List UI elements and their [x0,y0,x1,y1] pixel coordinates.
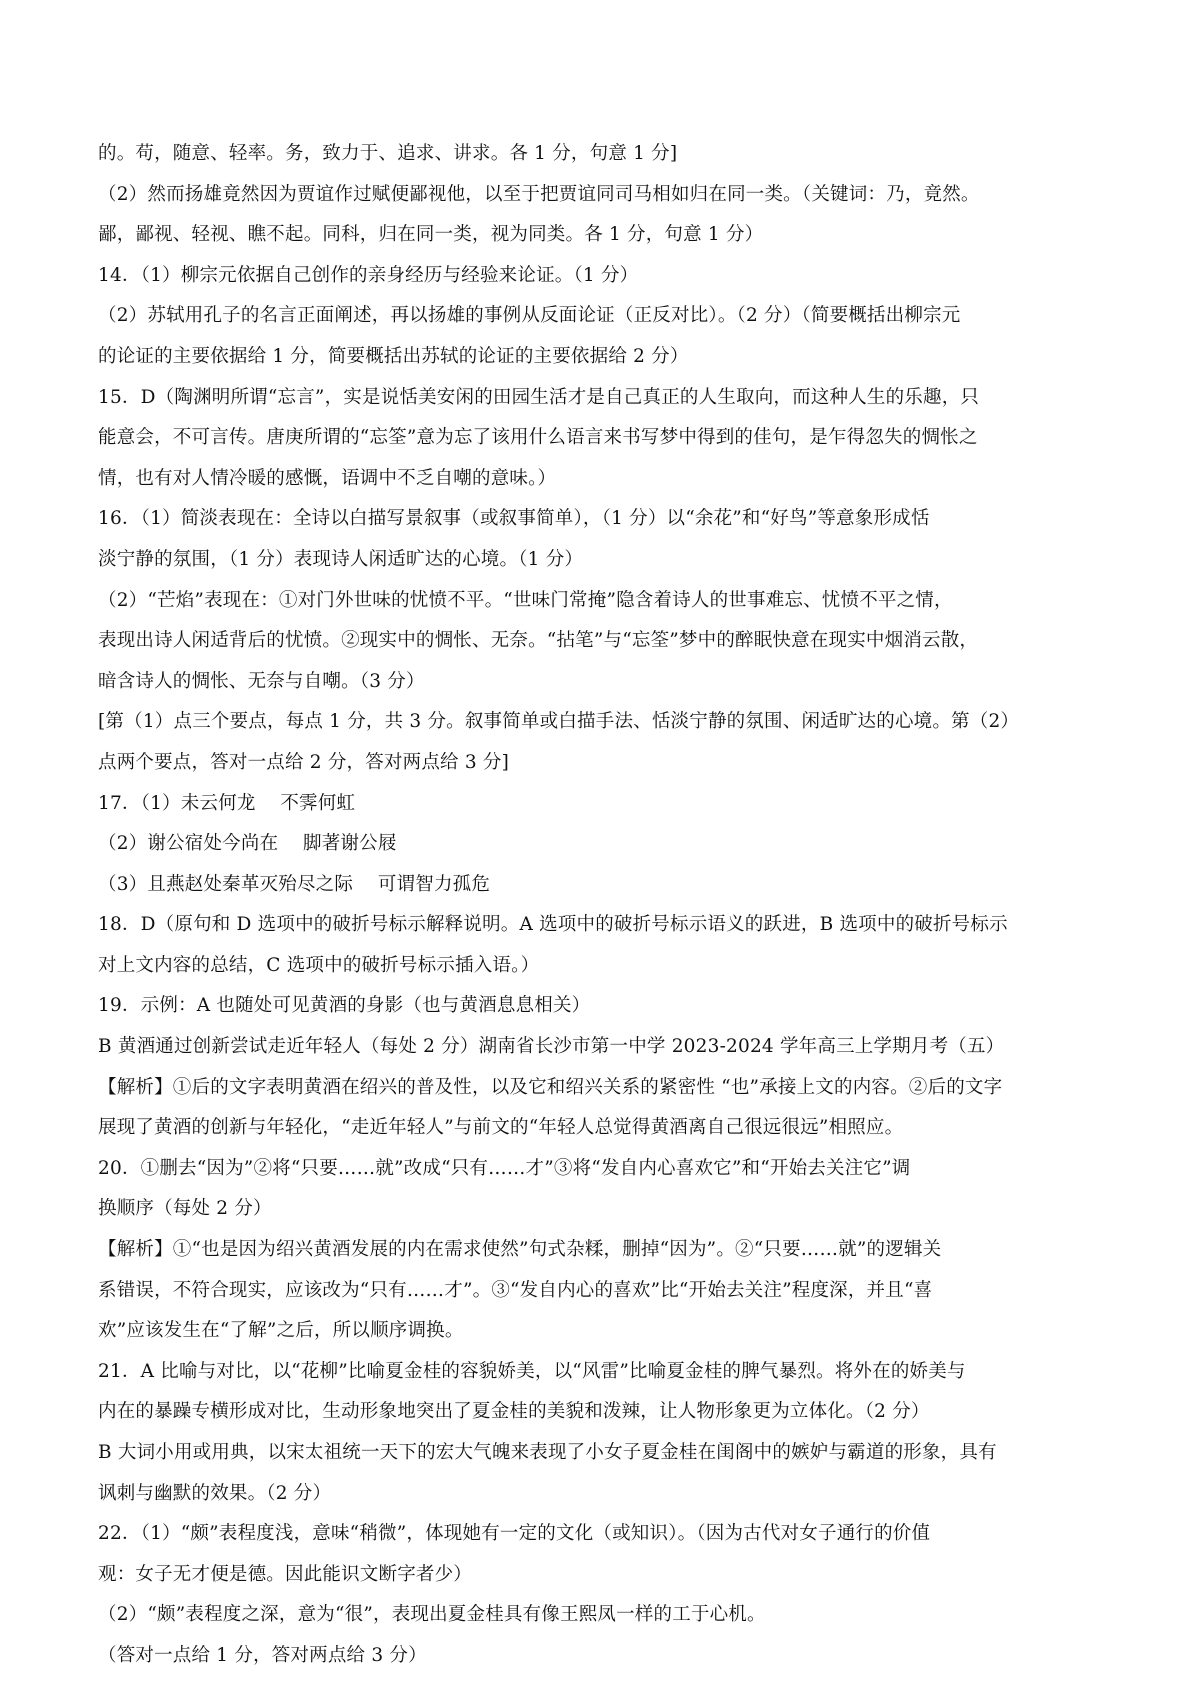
text-line: 19．示例：A 也随处可见黄酒的身影（也与黄酒息息相关） [98,995,591,1017]
text-line: （2）然而扬雄竟然因为贾谊作过赋便鄙视他，以至于把贾谊同司马相如归在同一类。（关键词：乃，竟然。 [98,183,980,205]
text-line: （答对一点给 1 分，答对两点给 3 分） [98,1644,427,1666]
text-line: 表现出诗人闲适背后的忧愤。②现实中的惆怅、无奈。“拈笔”与“忘筌”梦中的醉眠快意在现实中烟消云散， [98,630,979,652]
text-line: （2）谢公宿处今尚在 脚著谢公屐 [98,833,397,855]
text-line: 15．D（陶渊明所谓“忘言”，实是说恬美安闲的田园生活才是自己真正的人生取向，而这种人生的乐趣，只 [98,386,980,408]
text-line: 观：女子无才便是德。因此能识文断字者少） [98,1563,473,1585]
text-line: 鄙，鄙视、轻视、瞧不起。同科，归在同一类，视为同类。各 1 分，句意 1 分） [98,224,764,246]
text-line: 【解析】①“也是因为绍兴黄酒发展的内在需求使然”句式杂糅，删掉“因为”。②“只要……就”的逻辑关 [98,1239,942,1261]
text-line: （2）苏轼用孔子的名言正面阐述，再以扬雄的事例从反面论证（正反对比）。（2 分）（简要概括出柳宗元 [98,305,961,327]
text-line: 的。苟，随意、轻率。务，致力于、追求、讲求。各 1 分，句意 1 分] [98,143,678,164]
text-line: 的论证的主要依据给 1 分，简要概括出苏轼的论证的主要依据给 2 分） [98,345,689,367]
text-line: 21．A 比喻与对比，以“花柳”比喻夏金桂的容貌娇美，以“风雷”比喻夏金桂的脾气暴烈。将外在的娇美与 [98,1360,966,1382]
text-line: 能意会，不可言传。唐庚所谓的“忘筌”意为忘了该用什么语言来书写梦中得到的佳句，是乍得忽失的惆怅之 [98,427,978,449]
text-line: （2）“颇”表程度之深，意为“很”，表现出夏金桂具有像王熙凤一样的工于心机。 [98,1604,766,1626]
text-line: 22．（1）“颇”表程度浅，意味“稍微”，体现她有一定的文化（或知识）。（因为古代对女子通行的价值 [98,1523,931,1545]
text-line: 展现了黄酒的创新与年轻化，“走近年轻人”与前文的“年轻人总觉得黄酒离自己很远很远”相照应。 [98,1117,904,1139]
text-line: 换顺序（每处 2 分） [98,1198,272,1220]
text-line: 情，也有对人情冷暖的感慨，语调中不乏自嘲的意味。） [98,467,557,489]
text-line: 系错误，不符合现实，应该改为“只有……才”。③“发自内心的喜欢”比“开始去关注”程度深，并且“喜 [98,1279,933,1301]
text-line: 欢”应该发生在“了解”之后，所以顺序调换。 [98,1320,464,1342]
text-line: 暗含诗人的惆怅、无奈与自嘲。（3 分） [98,670,425,692]
text-line: 16．（1）简淡表现在：全诗以白描写景叙事（或叙事简单），（1 分）以“余花”和“好鸟”等意象形成恬 [98,508,930,530]
text-line: [第（1）点三个要点，每点 1 分，共 3 分。叙事简单或白描手法、恬淡宁静的氛围、闲适旷达的心境。第（2） [98,711,1020,733]
text-line: 17．（1）未云何龙 不霁何虹 [98,792,356,814]
text-line: B 黄酒通过创新尝试走近年轻人（每处 2 分）湖南省长沙市第一中学 2023-2024 学年高三上学期月考（五） [98,1036,1005,1058]
text-line: 点两个要点，答对一点给 2 分，答对两点给 3 分] [98,751,509,773]
text-line: 14．（1）柳宗元依据自己创作的亲身经历与经验来论证。（1 分） [98,264,639,286]
text-line: 内在的暴躁专横形成对比，生动形象地突出了夏金桂的美貌和泼辣，让人物形象更为立体化。（2 分） [98,1401,930,1423]
text-line: 20．①删去“因为”②将“只要……就”改成“只有……才”③将“发自内心喜欢它”和“开始去关注它”调 [98,1157,911,1179]
text-line: 对上文内容的总结，C 选项中的破折号标示插入语。） [98,954,540,976]
text-line: 18．D（原句和 D 选项中的破折号标示解释说明。A 选项中的破折号标示语义的跃进，B 选项中的破折号标示 [98,914,1008,936]
text-line: （2）“芒焰”表现在：①对门外世味的忧愤不平。“世味门常掩”隐含着诗人的世事难忘、忧愤不平之情， [98,589,953,611]
text-line: B 大词小用或用典，以宋太祖统一天下的宏大气魄来表现了小女子夏金桂在闺阁中的嫉妒与霸道的形象，具有 [98,1442,997,1463]
answer-text-block [98,134,1134,1677]
text-line: （3）且燕赵处秦革灭殆尽之际 可谓智力孤危 [98,873,491,895]
text-line: 淡宁静的氛围，（1 分）表现诗人闲适旷达的心境。（1 分） [98,548,584,570]
text-line: 【解析】①后的文字表明黄酒在绍兴的普及性，以及它和绍兴关系的紧密性 “也”承接上文的内容。②后的文字 [98,1076,1003,1098]
text-line: 讽刺与幽默的效果。（2 分） [98,1482,332,1504]
